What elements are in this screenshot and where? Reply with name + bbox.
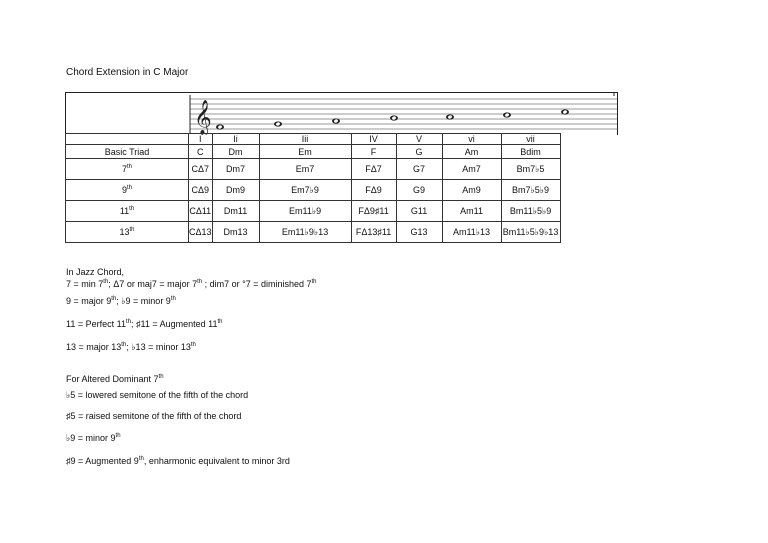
note-icon [332, 118, 340, 123]
note-line: ♯9 = Augmented 9th, enharmonic equivalent to minor 3rd [66, 456, 290, 466]
treble-clef-icon: 𝄞 [194, 100, 212, 135]
note-line: 7 = min 7th; Δ7 or maj7 = major 7th ; dim7 or °7 = diminished 7th [66, 279, 317, 289]
table-cell: Bm11♭5♭9♭13 [501, 222, 560, 243]
table-cell: G9 [396, 180, 442, 201]
table-header-cell: V [396, 134, 442, 145]
table-cell: Em11♭9♭13 [259, 222, 351, 243]
table-cell: Am [442, 145, 501, 159]
altered-heading: For Altered Dominant 7th [66, 374, 164, 384]
table-cell: FΔ9 [351, 180, 396, 201]
page-title: Chord Extension in C Major [66, 67, 189, 78]
table-cell: Am7 [442, 159, 501, 180]
note-line: 13 = major 13th; ♭13 = minor 13th [66, 342, 196, 352]
table-cell: Em11♭9 [259, 201, 351, 222]
note-icon [561, 109, 569, 114]
table-row [66, 159, 561, 180]
table-cell: Am11♭13 [442, 222, 501, 243]
music-staff [66, 93, 617, 135]
table-cell: Em7♭9 [259, 180, 351, 201]
table-cell: CΔ13 [189, 222, 213, 243]
table-header-cell: vi [442, 134, 501, 145]
table-cell: Bdim [501, 145, 560, 159]
table-row [66, 180, 561, 201]
table-cell: Bm7♭5 [501, 159, 560, 180]
table-cell: G [396, 145, 442, 159]
table-header-cell: Ii [212, 134, 259, 145]
table-header-cell: IV [351, 134, 396, 145]
note-line: ♭5 = lowered semitone of the fifth of the chord [66, 390, 249, 400]
note-line: 9 = major 9th; ♭9 = minor 9th [66, 296, 176, 306]
table-cell: Dm7 [212, 159, 259, 180]
note-icon [446, 114, 454, 119]
table-cell: Am11 [442, 201, 501, 222]
table-cell: F [351, 145, 396, 159]
jazz-heading: In Jazz Chord, [66, 267, 125, 277]
row-label: 13th [66, 222, 189, 243]
table-cell: G7 [396, 159, 442, 180]
table-header-cell: Iii [259, 134, 351, 145]
table-cell: CΔ9 [189, 180, 213, 201]
note-icon [503, 112, 511, 117]
table-cell: FΔ13♯11 [351, 222, 396, 243]
table-cell: Bm11♭5♭9 [501, 201, 560, 222]
table-header-cell: I [189, 134, 213, 145]
table-row [66, 222, 561, 243]
table-cell [66, 134, 189, 145]
table-cell: Bm7♭5♭9 [501, 180, 560, 201]
table-cell: Dm [212, 145, 259, 159]
table-header-cell: vii [501, 134, 560, 145]
table-cell: G13 [396, 222, 442, 243]
row-label: 9th [66, 180, 189, 201]
note-line: ♭9 = minor 9th [66, 433, 121, 443]
table-cell: G11 [396, 201, 442, 222]
note-line: 11 = Perfect 11th; ♯11 = Augmented 11th [66, 319, 223, 329]
table-cell: Am9 [442, 180, 501, 201]
table-cell: Dm13 [212, 222, 259, 243]
table-cell: Em [259, 145, 351, 159]
note-icon [274, 121, 282, 126]
table-cell: C [189, 145, 213, 159]
table-row [66, 134, 561, 145]
table-cell: CΔ11 [189, 201, 213, 222]
table-cell: Dm11 [212, 201, 259, 222]
row-label: Basic Triad [66, 145, 189, 159]
row-label: 11th [66, 201, 189, 222]
staff-box [65, 92, 618, 135]
note-line: ♯5 = raised semitone of the fifth of the chord [66, 411, 242, 421]
table-cell: FΔ9♯11 [351, 201, 396, 222]
table-cell: Em7 [259, 159, 351, 180]
table-cell: FΔ7 [351, 159, 396, 180]
table-row [66, 201, 561, 222]
table-cell: CΔ7 [189, 159, 213, 180]
note-icon [390, 115, 398, 120]
table-cell: Dm9 [212, 180, 259, 201]
chord-table [65, 133, 561, 243]
note-icon [216, 124, 224, 129]
row-label: 7th [66, 159, 189, 180]
table-row [66, 145, 561, 159]
